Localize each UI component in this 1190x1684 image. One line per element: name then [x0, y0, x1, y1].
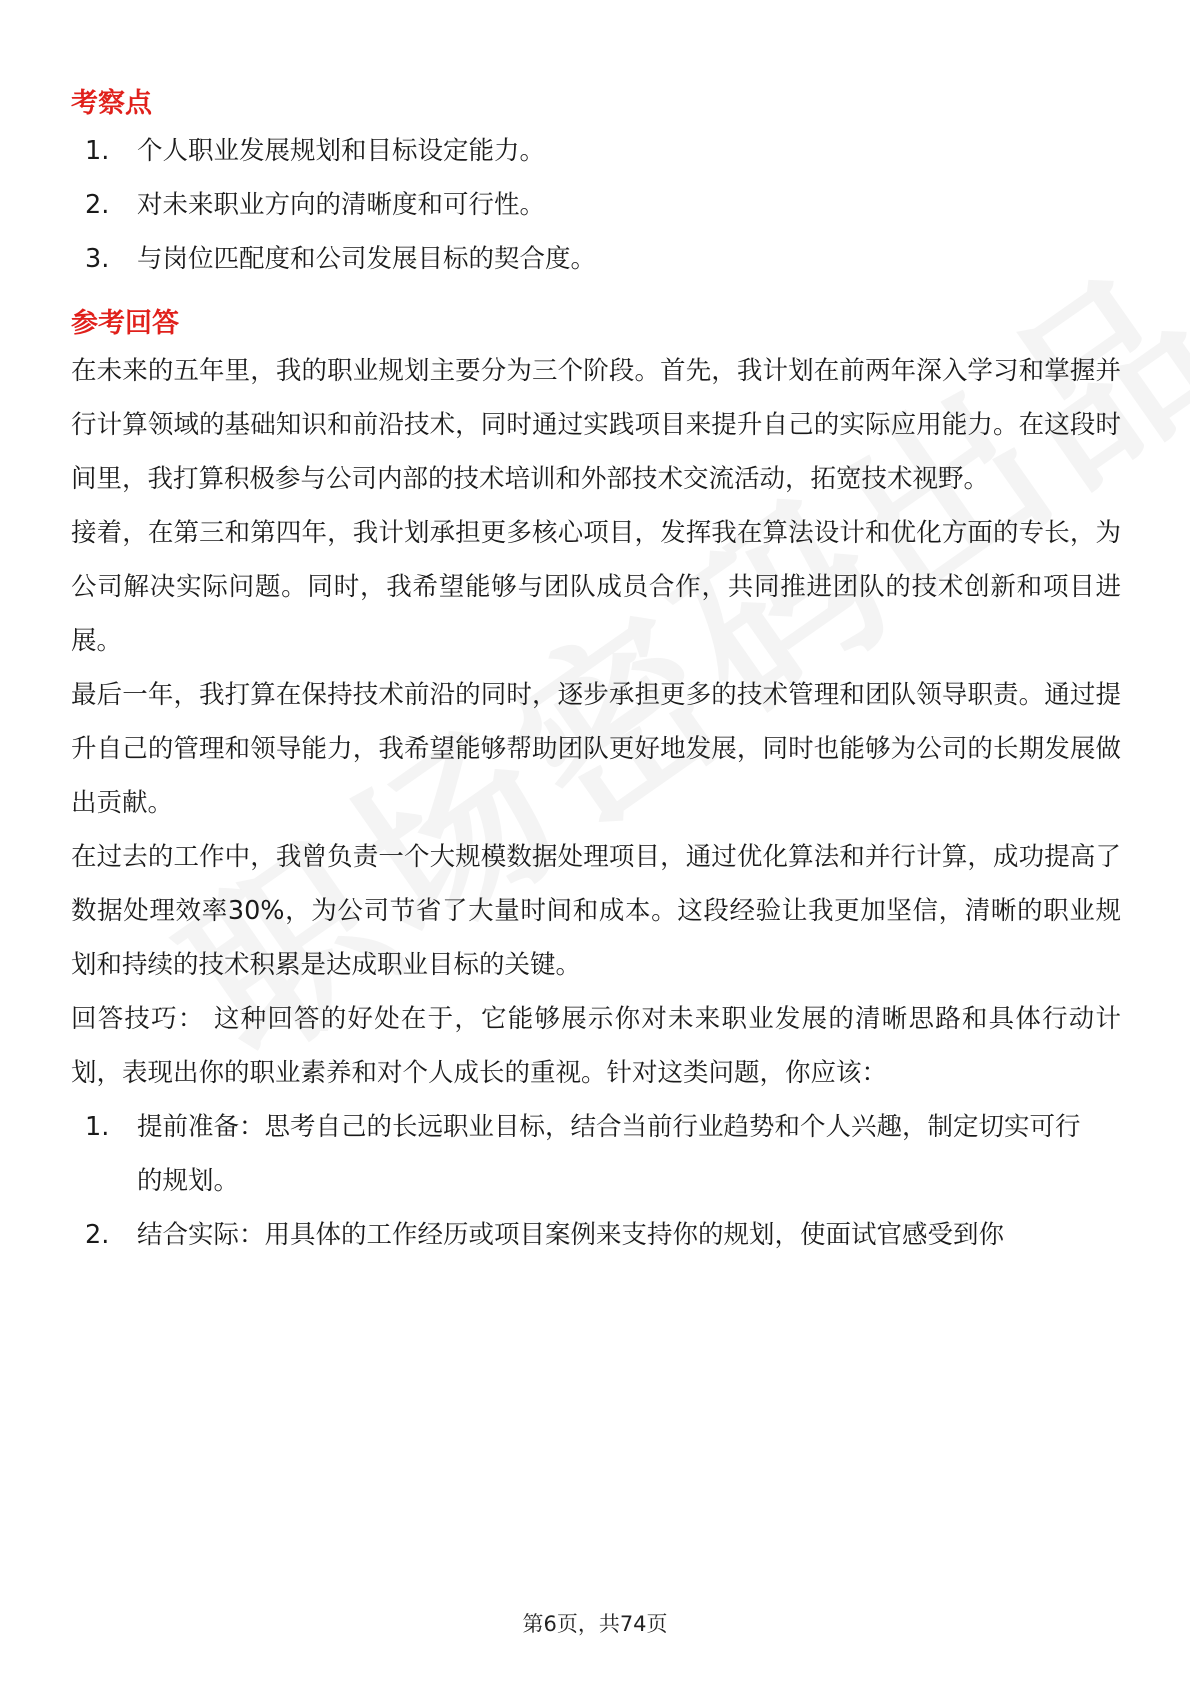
list-item-text: 与岗位匹配度和公司发展目标的契合度。 — [137, 244, 597, 274]
list-item-text: 提前准备：思考自己的长远职业目标，结合当前行业趋势和个人兴趣，制定切实可行的规划。 — [137, 1112, 1081, 1196]
answer-paragraph-3: 最后一年，我打算在保持技术前沿的同时，逐步承担更多的技术管理和团队领导职责。通过提升自己的管理和领导能力，我希望能够帮助团队更好地发展，同时也能够为公司的长期发展做出贡献。 — [71, 680, 1121, 818]
list-item — [71, 124, 1121, 178]
list-item-text: 个人职业发展规划和目标设定能力。 — [137, 136, 546, 166]
list-item — [71, 1208, 1121, 1262]
list-item-number: 1. — [85, 1112, 110, 1142]
list-item-text: 对未来职业方向的清晰度和可行性。 — [137, 190, 546, 220]
page-content — [71, 74, 1121, 1262]
list-item-number: 1. — [85, 136, 110, 166]
answer-paragraph-2: 接着，在第三和第四年，我计划承担更多核心项目，发挥我在算法设计和优化方面的专长，为公司解决实际问题。同时，我希望能够与团队成员合作，共同推进团队的技术创新和项目进展。 — [71, 518, 1121, 656]
answer-paragraph-4: 在过去的工作中，我曾负责一个大规模数据处理项目，通过优化算法和并行计算，成功提高了数据处理效率30%，为公司节省了大量时间和成本。这段经验让我更加坚信，清晰的职业规划和持续的技术积累是达成职业目标的关键。 — [71, 842, 1121, 980]
page-number-footer: 第6页，共74页 — [522, 1612, 668, 1636]
list-item-number: 2. — [85, 1220, 110, 1250]
section-title-exam-points: 考察点 — [71, 88, 152, 119]
list-item — [71, 178, 1121, 232]
answer-tips-paragraph: 回答技巧： 这种回答的好处在于，它能够展示你对未来职业发展的清晰思路和具体行动计划，表现出你的职业素养和对个人成长的重视。针对这类问题，你应该： — [71, 1004, 1121, 1088]
list-item-number: 3. — [85, 244, 110, 274]
tips-list — [71, 1100, 1121, 1262]
exam-points-list — [71, 124, 1121, 286]
list-item — [71, 232, 1121, 286]
list-item — [71, 1100, 1121, 1208]
section-title-reference-answer: 参考回答 — [71, 308, 179, 339]
answer-paragraph-1: 在未来的五年里，我的职业规划主要分为三个阶段。首先，我计划在前两年深入学习和掌握并行计算领域的基础知识和前沿技术，同时通过实践项目来提升自己的实际应用能力。在这段时间里，我打算积极参与公司内部的技术培训和外部技术交流活动，拓宽技术视野。 — [71, 356, 1121, 494]
list-item-text: 结合实际：用具体的工作经历或项目案例来支持你的规划，使面试官感受到你 — [137, 1220, 1005, 1250]
list-item-number: 2. — [85, 190, 110, 220]
